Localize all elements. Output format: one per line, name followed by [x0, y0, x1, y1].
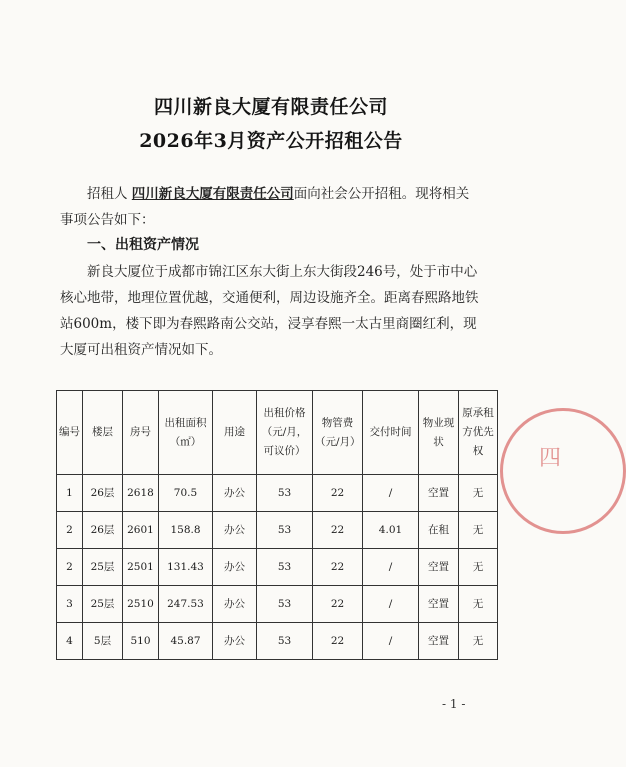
cell-number: 4 [57, 623, 83, 660]
cell-management-fee: 22 [313, 512, 363, 549]
cell-property-status: 空置 [419, 475, 459, 512]
cell-rent-price: 53 [257, 475, 313, 512]
document-title-notice: 2026年3月资产公开招租公告 [139, 130, 403, 152]
intro-prefix: 招租人 [87, 186, 132, 202]
cell-area: 131.43 [159, 549, 213, 586]
header-number: 编号 [57, 391, 83, 475]
cell-room: 2601 [123, 512, 159, 549]
cell-use: 办公 [213, 475, 257, 512]
header-use: 用途 [213, 391, 257, 475]
cell-rent-price: 53 [257, 512, 313, 549]
table-row [57, 586, 498, 623]
intro-suffix: 面向社会公开招租。现将相关事项公告如下： [60, 186, 470, 228]
cell-rent-price: 53 [257, 549, 313, 586]
table-row [57, 512, 498, 549]
header-room: 房号 [123, 391, 159, 475]
cell-area: 70.5 [159, 475, 213, 512]
cell-use: 办公 [213, 623, 257, 660]
cell-property-status: 空置 [419, 549, 459, 586]
cell-room: 2510 [123, 586, 159, 623]
cell-area: 158.8 [159, 512, 213, 549]
intro-paragraph [60, 181, 480, 233]
cell-number: 2 [57, 549, 83, 586]
header-rent-price: 出租价格（元/月，可议价） [257, 391, 313, 475]
cell-management-fee: 22 [313, 475, 363, 512]
table-row [57, 475, 498, 512]
company-seal [500, 408, 626, 534]
intro-company-name: 四川新良大厦有限责任公司 [131, 186, 294, 202]
cell-management-fee: 22 [313, 586, 363, 623]
cell-delivery-time: 4.01 [363, 512, 419, 549]
cell-property-status: 空置 [419, 623, 459, 660]
header-floor: 楼层 [83, 391, 123, 475]
cell-priority-right: 无 [459, 549, 498, 586]
cell-priority-right: 无 [459, 512, 498, 549]
cell-floor: 26层 [83, 512, 123, 549]
assets-table [56, 390, 498, 660]
cell-delivery-time: / [363, 623, 419, 660]
section-paragraph: 新良大厦位于成都市锦江区东大街上东大街段246号，处于市中心核心地带，地理位置优越，交通便利，周边设施齐全。距离春熙路地铁站600m，楼下即为春熙路南公交站，浸享春熙一太古里商圈红利，现大厦可出租资产情况如下。 [60, 264, 479, 358]
cell-number: 1 [57, 475, 83, 512]
cell-rent-price: 53 [257, 623, 313, 660]
table-row [57, 623, 498, 660]
cell-number: 2 [57, 512, 83, 549]
cell-priority-right: 无 [459, 475, 498, 512]
cell-room: 510 [123, 623, 159, 660]
cell-floor: 5层 [83, 623, 123, 660]
header-priority-right: 原承租方优先权 [459, 391, 498, 475]
cell-floor: 25层 [83, 549, 123, 586]
document-title-company: 四川新良大厦有限责任公司 [153, 96, 388, 118]
cell-use: 办公 [213, 549, 257, 586]
table-header-row [57, 391, 498, 475]
header-property-status: 物业现状 [419, 391, 459, 475]
cell-rent-price: 53 [257, 586, 313, 623]
header-area: 出租面积（㎡） [159, 391, 213, 475]
cell-property-status: 在租 [419, 512, 459, 549]
section-heading: 一、出租资产情况 [87, 237, 199, 253]
cell-property-status: 空置 [419, 586, 459, 623]
cell-delivery-time: / [363, 586, 419, 623]
cell-floor: 26层 [83, 475, 123, 512]
header-management-fee: 物管费（元/月） [313, 391, 363, 475]
cell-area: 45.87 [159, 623, 213, 660]
cell-management-fee: 22 [313, 623, 363, 660]
cell-room: 2501 [123, 549, 159, 586]
cell-use: 办公 [213, 586, 257, 623]
cell-use: 办公 [213, 512, 257, 549]
cell-floor: 25层 [83, 586, 123, 623]
cell-delivery-time: / [363, 549, 419, 586]
cell-management-fee: 22 [313, 549, 363, 586]
header-delivery-time: 交付时间 [363, 391, 419, 475]
cell-delivery-time: / [363, 475, 419, 512]
cell-priority-right: 无 [459, 586, 498, 623]
cell-number: 3 [57, 586, 83, 623]
cell-room: 2618 [123, 475, 159, 512]
seal-character: 四 [539, 446, 562, 471]
cell-area: 247.53 [159, 586, 213, 623]
cell-priority-right: 无 [459, 623, 498, 660]
page-number: - 1 - [442, 697, 466, 711]
table-row [57, 549, 498, 586]
